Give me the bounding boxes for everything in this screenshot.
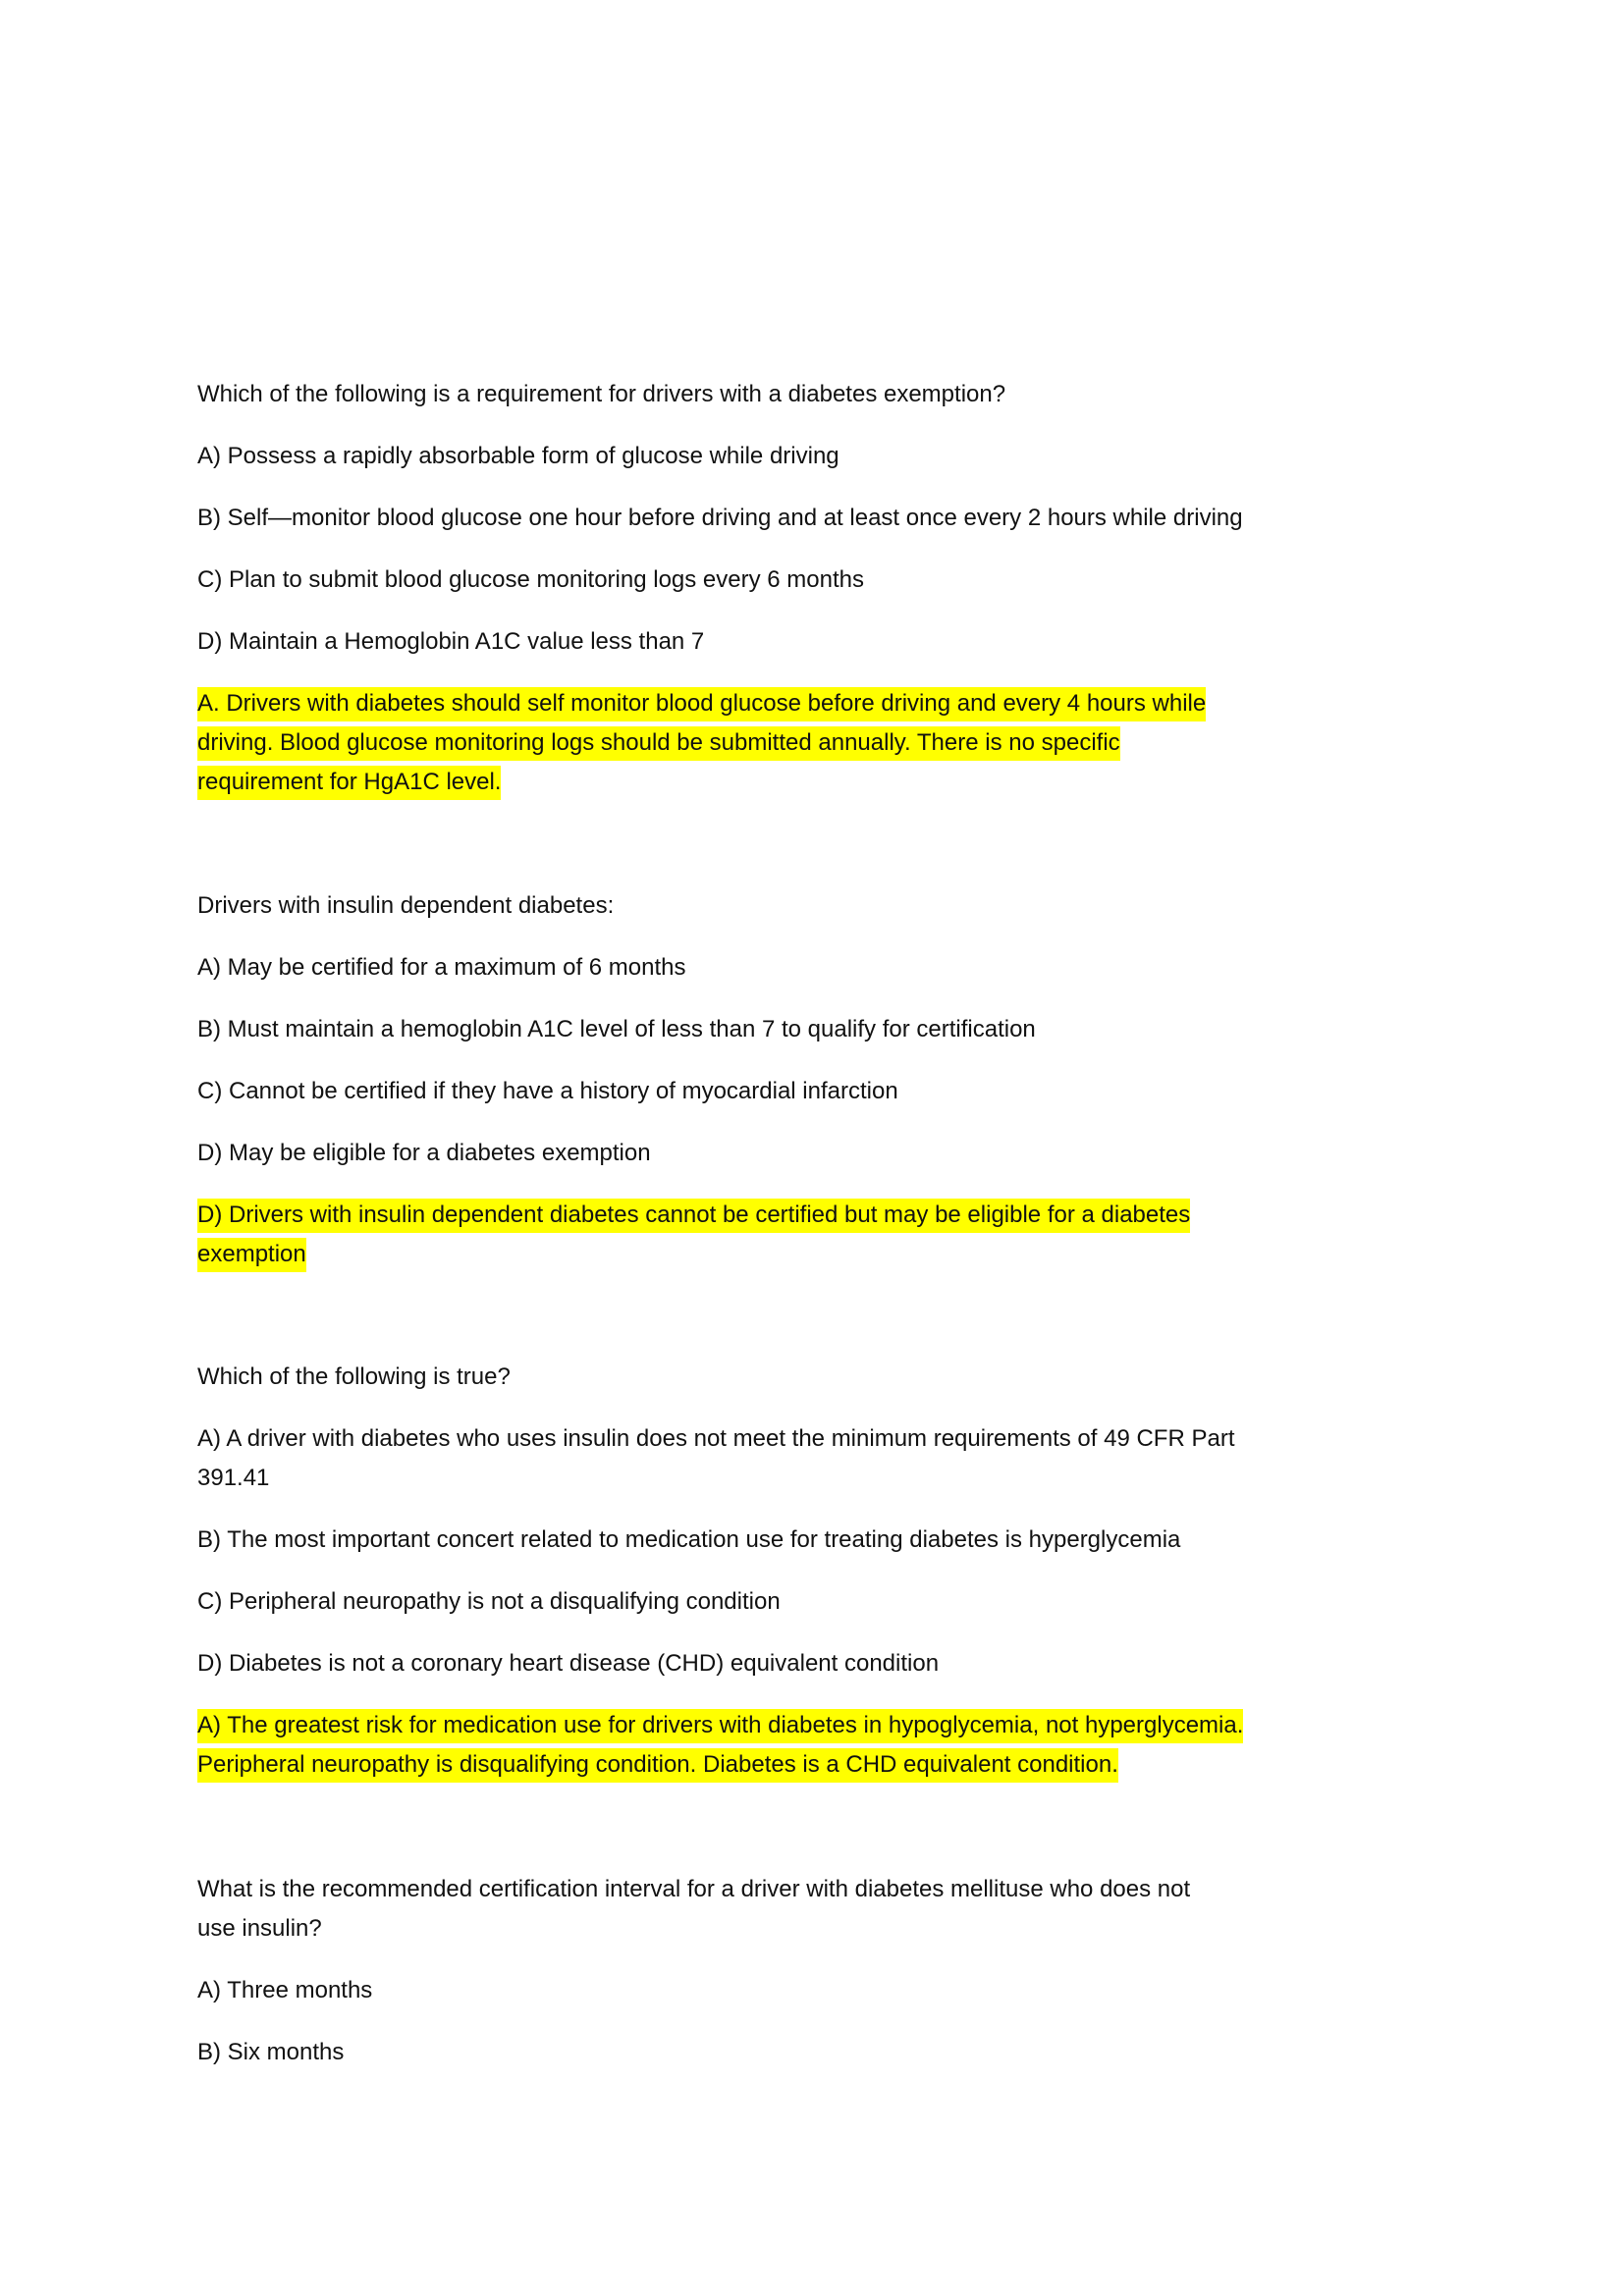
option-line: A) A driver with diabetes who uses insulin does not meet the minimum requirements of 49 CFR Part xyxy=(197,1425,1235,1452)
option-line: 391.41 xyxy=(197,1465,270,1491)
question-line: use insulin? xyxy=(197,1915,322,1942)
option-a xyxy=(197,1419,1444,1498)
option-line: A) Possess a rapidly absorbable form of glucose while driving xyxy=(197,443,839,469)
question-block-2 xyxy=(197,886,1444,1297)
question-block-4 xyxy=(197,1870,1444,2095)
option-c xyxy=(197,561,1444,600)
question-line: Drivers with insulin dependent diabetes: xyxy=(197,892,615,919)
option-a xyxy=(197,1971,1444,2010)
option-line: B) Must maintain a hemoglobin A1C level of less than 7 to qualify for certification xyxy=(197,1016,1036,1042)
option-d xyxy=(197,1134,1444,1173)
question-block-3 xyxy=(197,1358,1444,1807)
question-line: Which of the following is true? xyxy=(197,1363,511,1390)
option-line: C) Cannot be certified if they have a history of myocardial infarction xyxy=(197,1078,898,1104)
answer-line: D) Drivers with insulin dependent diabetes cannot be certified but may be eligible for a diabetes xyxy=(197,1199,1190,1233)
question-block-1 xyxy=(197,375,1444,825)
answer-line: Peripheral neuropathy is disqualifying condition. Diabetes is a CHD equivalent condition. xyxy=(197,1748,1118,1783)
answer-line: A) The greatest risk for medication use for drivers with diabetes in hypoglycemia, not hyperglycemia. xyxy=(197,1709,1243,1743)
option-line: D) Maintain a Hemoglobin A1C value less than 7 xyxy=(197,628,705,655)
option-line: D) Diabetes is not a coronary heart disease (CHD) equivalent condition xyxy=(197,1650,940,1677)
option-line: A) May be certified for a maximum of 6 months xyxy=(197,954,686,981)
answer-explanation xyxy=(197,684,1444,802)
question-text xyxy=(197,1358,1444,1397)
option-d xyxy=(197,622,1444,662)
question-text xyxy=(197,1870,1444,1949)
option-line: D) May be eligible for a diabetes exemption xyxy=(197,1140,651,1166)
answer-line: exemption xyxy=(197,1238,306,1272)
option-b xyxy=(197,499,1444,538)
question-text xyxy=(197,886,1444,926)
option-b xyxy=(197,2033,1444,2072)
option-line: B) Self—monitor blood glucose one hour before driving and at least once every 2 hours while driving xyxy=(197,505,1243,531)
option-line: C) Plan to submit blood glucose monitoring logs every 6 months xyxy=(197,566,865,593)
question-line: Which of the following is a requirement for drivers with a diabetes exemption? xyxy=(197,381,1006,407)
option-line: B) The most important concert related to medication use for treating diabetes is hyperglycemia xyxy=(197,1526,1181,1553)
option-c xyxy=(197,1582,1444,1622)
option-line: A) Three months xyxy=(197,1977,373,2003)
option-b xyxy=(197,1521,1444,1560)
option-d xyxy=(197,1644,1444,1683)
option-a xyxy=(197,437,1444,476)
question-line: What is the recommended certification interval for a driver with diabetes mellituse who does not xyxy=(197,1876,1191,1902)
option-a xyxy=(197,948,1444,988)
question-text xyxy=(197,375,1444,414)
answer-line: driving. Blood glucose monitoring logs should be submitted annually. There is no specific xyxy=(197,726,1120,761)
answer-line: requirement for HgA1C level. xyxy=(197,766,501,800)
option-b xyxy=(197,1010,1444,1049)
answer-explanation xyxy=(197,1706,1444,1785)
answer-line: A. Drivers with diabetes should self monitor blood glucose before driving and every 4 hours while xyxy=(197,687,1206,721)
option-c xyxy=(197,1072,1444,1111)
answer-explanation xyxy=(197,1196,1444,1274)
option-line: B) Six months xyxy=(197,2039,345,2065)
option-line: C) Peripheral neuropathy is not a disqualifying condition xyxy=(197,1588,781,1615)
